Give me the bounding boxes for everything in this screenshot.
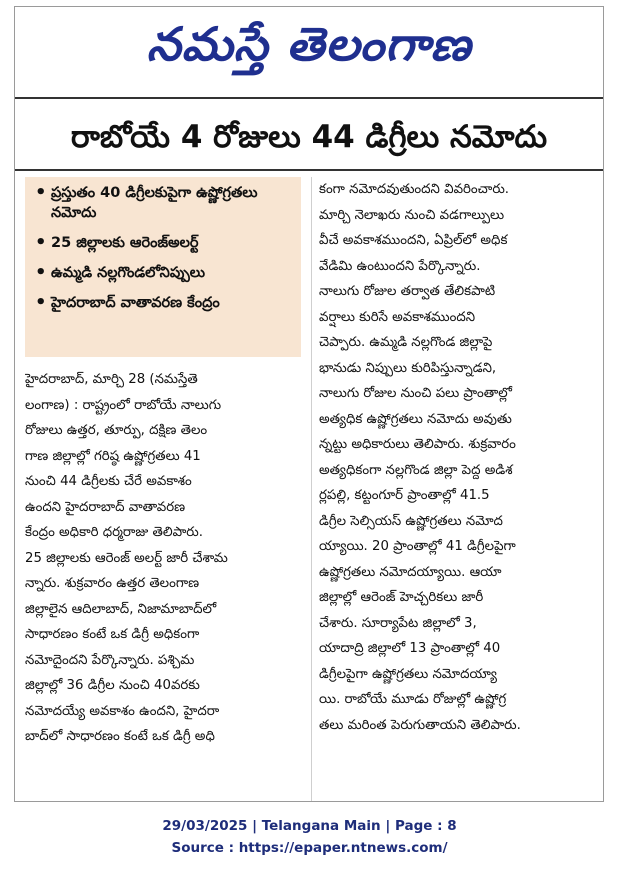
text-line: చెప్పారు. ఉమ్మడి నల్లగొండ జిల్లాపై — [319, 335, 493, 350]
text-line: నాలుగు రోజుల తర్వాత తేలికపాటి — [319, 284, 496, 299]
text-line: న్నట్టు అధికారులు తెలిపారు. శుక్రవారం — [319, 437, 516, 452]
headline: రాబోయే 4 రోజులు 44 డిగ్రీలు నమోదు — [70, 119, 548, 155]
text-line: మార్చి నెలాఖరు నుంచి వడగాల్పులు — [319, 207, 505, 223]
text-line: బాద్‌లో సాధారణం కంటే ఒక డిగ్రీ అధి — [25, 729, 215, 744]
footer-source-line: Source : https://epaper.ntnews.com/ — [171, 840, 448, 856]
text-line: డిగ్రీల సెల్సియస్ ఉష్ణోగ్రతలు నమోద — [319, 513, 503, 529]
text-line: గాణ జిల్లాల్లో గరిష్ఠ ఉష్ణోగ్రతలు 41 — [25, 448, 201, 464]
text-line: నమోదయ్యే అవకాశం ఉందని, హైదరా — [25, 703, 220, 719]
text-line: యి. రాబోయే మూడు రోజుల్లో ఉష్ణోగ్ర — [319, 692, 507, 707]
text-line: అత్యధిక ఉష్ణోగ్రతలు నమోదు అవుతు — [319, 411, 512, 427]
bullet-icon: • — [35, 262, 47, 283]
clipping-frame — [14, 6, 604, 802]
text-line: చేశారు. సూర్యాపేట జిల్లాలో 3, — [319, 615, 477, 631]
text-line: ఉష్ణోగ్రతలు నమోదయ్యాయి. ఆయా — [319, 564, 502, 580]
text-line: ఉందని హైదరాబాద్ వాతావరణ — [25, 499, 186, 515]
headline-top-rule — [15, 97, 603, 99]
bullet-icon: • — [35, 292, 47, 313]
text-line: డిగ్రీలపైగా ఉష్ణోగ్రతలు నమోదయ్యా — [319, 666, 497, 682]
text-line: నుంచి 44 డిగ్రీలకు చేరే అవకాశం — [25, 474, 192, 489]
text-line: 25 జిల్లాలకు ఆరెంజ్ అలర్ట్ జారీ చేశామ — [25, 550, 228, 566]
text-line: హైదరాబాద్, మార్చి 28 (నమస్తేతె — [25, 372, 198, 387]
bullet-icon: • — [35, 182, 47, 203]
text-line: లంగాణ) : రాష్ట్రంలో రాబోయే నాలుగు — [25, 397, 222, 413]
highlight-text: హైదరాబాద్ వాతావరణ కేంద్రం — [51, 295, 220, 311]
text-line: వర్షాలు కురిసే అవకాశముందని — [319, 309, 476, 325]
highlight-item — [35, 263, 295, 283]
text-line: వీచే అవకాశముందని, ఏప్రిల్‌లో అధిక — [319, 233, 508, 248]
highlight-item — [35, 293, 295, 313]
highlight-item — [35, 233, 295, 253]
text-line: రోజులు ఉత్తర, తూర్పు, దక్షిణ తెలం — [25, 423, 208, 438]
bullet-icon: • — [35, 232, 47, 253]
text-line: జిల్లాల్లో ఆరెంజ్ హెచ్చరికలు జారీ — [319, 590, 484, 605]
headline-bottom-rule — [15, 169, 603, 171]
text-line: న్నారు. శుక్రవారం ఉత్తర తెలంగాణ — [25, 576, 200, 591]
article-left-column — [25, 367, 305, 750]
text-line: ర్లపల్లి, కట్టంగూర్ ప్రాంతాల్లో 41.5 — [319, 488, 490, 503]
footer-date-line: 29/03/2025 | Telangana Main | Page : 8 — [162, 818, 457, 834]
text-line: జిల్లాలైన ఆదిలాబాద్, నిజామాబాద్‌లో — [25, 601, 217, 617]
highlight-text: ప్రస్తుతం 40 డిగ్రీలకుపైగా ఉష్ణోగ్రతలు నమోదు — [51, 185, 258, 221]
text-line: సాధారణం కంటే ఒక డిగ్రీ అధికంగా — [25, 627, 200, 642]
text-line: వేడిమి ఉంటుందని పేర్కొన్నారు. — [319, 258, 481, 274]
article-right-column — [319, 177, 609, 738]
text-line: అత్యధికంగా నల్లగొండ జిల్లా పెద్ద అడిశ — [319, 462, 513, 478]
text-line: కంగా నమోదవుతుందని వివరించారు. — [319, 182, 510, 197]
highlight-text: 25 జిల్లాలకు ఆరెంజ్‌అలర్ట్ — [51, 235, 199, 251]
text-line: యాదాద్రి జిల్లాలో 13 ప్రాంతాల్లో 40 — [319, 641, 501, 656]
text-line: కేంద్రం అధికారి ధర్మరాజు తెలిపారు. — [25, 525, 203, 540]
text-line: జిల్లాల్లో 36 డిగ్రీల నుంచి 40వరకు — [25, 678, 200, 693]
text-line: య్యాయి. 20 ప్రాంతాల్లో 41 డిగ్రీలపైగా — [319, 539, 516, 554]
column-divider — [311, 177, 312, 801]
masthead-logo: నమస్తే తెలంగాణ — [146, 17, 472, 71]
highlight-text: ఉమ్మడి నల్లగొండలోనిప్పులు — [51, 265, 206, 281]
highlights-box — [25, 177, 301, 357]
text-line: తలు మరింత పెరుగుతాయని తెలిపారు. — [319, 717, 521, 733]
text-line: భానుడు నిప్పులు కురిపిస్తున్నాడని, — [319, 360, 497, 376]
text-line: నాలుగు రోజుల నుంచి పలు ప్రాంతాల్లో — [319, 386, 512, 401]
text-line: నమోదైందని పేర్కొన్నారు. పశ్చిమ — [25, 652, 195, 668]
highlight-item — [35, 183, 295, 223]
